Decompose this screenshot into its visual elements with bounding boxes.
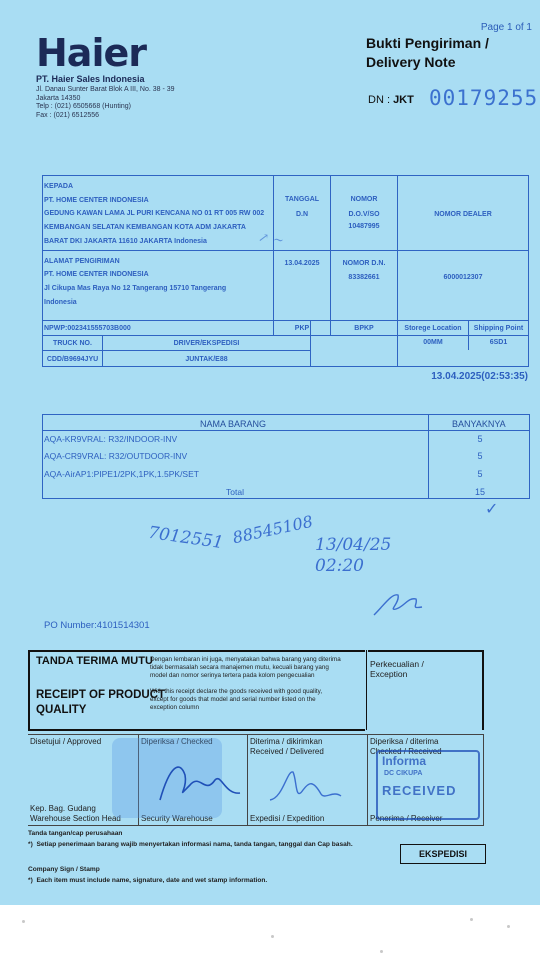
alamat-address-1: Jl Cikupa Mas Raya No 12 Tangerang 15710 Tangerang <box>44 285 227 292</box>
haier-logo: Haier <box>36 31 146 75</box>
nomor-value-1: D.O.V/SO <box>348 211 380 218</box>
speck <box>380 950 383 953</box>
tanggal-value: D.N <box>295 211 309 218</box>
company-address: Jl. Danau Sunter Barat Blok A III, No. 38 - 39 Jakarta 14350 Telp : (021) 6505668 (Hunting) Fax : (021) 6512556 <box>36 86 175 119</box>
footer-tanda-title: Tanda tangan/cap perusahaan <box>28 830 123 837</box>
items-header-qty: BANYAKNYA <box>452 419 506 429</box>
shipping-point-label: Shipping Point <box>473 325 524 332</box>
driver-value: JUNTAK/E88 <box>185 356 228 363</box>
bpkp-label: BPKP <box>354 325 374 332</box>
kepada-address-3: BARAT DKI JAKARTA 11610 JAKARTA Indonesia <box>44 238 207 245</box>
pkp-label: PKP <box>294 325 310 332</box>
item-name-3: AQA-AirAP1:PIPE1/2PK,1PK,1.5PK/SET <box>44 469 199 479</box>
driver-label: DRIVER/EKSPEDISI <box>173 340 240 347</box>
items-total-value: 15 <box>474 487 485 497</box>
ekspedisi-box: EKSPEDISI <box>400 844 486 864</box>
truck-no-label: TRUCK NO. <box>53 340 92 347</box>
handwritten-signature-icon <box>370 585 430 620</box>
handwritten-note-1: 7012551 <box>146 522 225 554</box>
receipt-title: RECEIPT OF PRODUCT QUALITY <box>36 689 166 716</box>
tanda-terima-text: Dengan lembaran ini juga, menyatakan bahwa barang yang diterima tidak bermasalah secara manajemen mutu, kecuali barang yang model dan nomor serinya tertera pada kolom pengecualian <box>150 656 341 679</box>
handwritten-scribble: ↗ ~ <box>257 230 285 249</box>
speck <box>470 918 473 921</box>
dn-number: 00179255 <box>429 86 539 110</box>
storage-location-label: Storege Location <box>404 325 462 332</box>
kepada-name: PT. HOME CENTER INDONESIA <box>44 197 149 204</box>
company-name: PT. Haier Sales Indonesia <box>36 74 145 84</box>
received-delivered-label-2: Received / Delivered <box>250 747 324 756</box>
expedition-label: Expedisi / Expedition <box>250 814 325 823</box>
print-timestamp: 13.04.2025(02:53:35) <box>431 371 528 382</box>
checked-received-label-2: Checked / Received <box>370 747 442 756</box>
kepada-address-2: KEMBANGAN SELATAN KEMBANGAN KOTA ADM JAKARTA <box>44 224 246 231</box>
speck <box>507 925 510 928</box>
handwritten-time: 02:20 <box>315 556 364 576</box>
po-number: PO Number:4101514301 <box>44 620 150 631</box>
checked-label: Diperiksa / Checked <box>141 737 213 746</box>
page-number: Page 1 of 1 <box>480 22 532 33</box>
items-header-name: NAMA BARANG <box>200 419 267 429</box>
handwritten-date: 13/04/25 <box>315 535 392 555</box>
items-total-label: Total <box>226 487 244 497</box>
alamat-name: PT. HOME CENTER INDONESIA <box>44 271 149 278</box>
exception-label: Perkecualian / Exception <box>370 659 424 679</box>
nomor-dealer-label: NOMOR DEALER <box>434 211 492 218</box>
tanda-terima-title: TANDA TERIMA MUTU <box>36 655 153 667</box>
shipping-point-value: 6SD1 <box>489 339 508 346</box>
received-delivered-label-1: Diterima / dikirimkan <box>250 737 323 746</box>
storage-location-value: 00MM <box>423 339 443 346</box>
kepada-label: KEPADA <box>44 183 74 190</box>
approved-label: Disetujui / Approved <box>30 737 102 746</box>
handwritten-note-2: 88545108 <box>230 511 315 548</box>
item-qty-3: 5 <box>477 469 483 479</box>
npwp: NPWP:002341555703B000 <box>44 325 131 332</box>
alamat-label: ALAMAT PENGIRIMAN <box>44 258 120 265</box>
speck <box>271 935 274 938</box>
nomor-label: NOMOR <box>350 196 378 203</box>
document-title: Bukti Pengiriman / Delivery Note <box>366 35 489 70</box>
dealer-number: 6000012307 <box>443 274 483 281</box>
warehouse-head-label-1: Kep. Bag. Gudang <box>30 804 96 813</box>
tanggal-label: TANGGAL <box>284 196 320 203</box>
truck-no-value: CDD/B9694JYU <box>46 356 99 363</box>
dn-label: DN : JKT <box>368 94 414 106</box>
alamat-address-2: Indonesia <box>44 299 77 306</box>
nomor-dn-value: 83382661 <box>348 274 380 281</box>
speck <box>22 920 25 923</box>
delivery-date: 13.04.2025 <box>284 260 320 267</box>
footer-company-title: Company Sign / Stamp <box>28 866 100 873</box>
item-qty-2: 5 <box>477 451 483 461</box>
kepada-address-1: GEDUNG KAWAN LAMA JL PURI KENCANA NO 01 RT 005 RW 002 <box>44 210 265 217</box>
signature-checked-icon <box>155 755 245 810</box>
item-qty-1: 5 <box>477 434 483 444</box>
signature-expedition-icon <box>265 760 345 810</box>
footer-company-note: *) Each item must include name, signature, date and wet stamp information. <box>28 877 268 884</box>
check-mark-icon: ✓ <box>485 501 499 518</box>
checked-received-label-1: Diperiksa / diterima <box>370 737 439 746</box>
receipt-text: With this receipt declare the goods received with good quality, except for goods that model and serial number listed on the exception column <box>150 688 323 711</box>
nomor-value-2: 10487995 <box>348 223 380 230</box>
security-warehouse-label: Security Warehouse <box>141 814 213 823</box>
item-name-2: AQA-CR9VRAL: R32/OUTDOOR-INV <box>44 451 188 461</box>
warehouse-head-label-2: Warehouse Section Head <box>30 814 121 823</box>
receiver-label: Penerima / Receiver <box>370 814 443 823</box>
item-name-1: AQA-KR9VRAL: R32/INDOOR-INV <box>44 434 178 444</box>
nomor-dn-label: NOMOR D.N. <box>342 260 386 267</box>
received-stamp: Informa DC CIKUPA RECEIVED <box>376 750 480 820</box>
footer-tanda-note: *) Setiap penerimaan barang wajib menyertakan informasi nama, tanda tangan, tanggal dan Cap basah. <box>28 841 353 848</box>
